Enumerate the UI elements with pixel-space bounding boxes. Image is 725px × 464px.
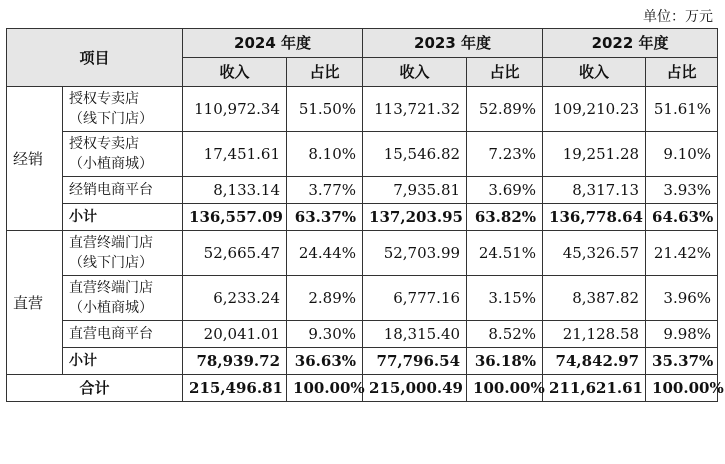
value-cell: 8,317.13 (543, 177, 646, 204)
table-row (7, 321, 718, 348)
value-cell: 21,128.58 (543, 321, 646, 348)
header-revenue: 收入 (543, 58, 646, 87)
value-cell: 17,451.61 (183, 132, 287, 177)
value-cell: 3.93% (646, 177, 718, 204)
subtotal-value: 74,842.97 (543, 348, 646, 375)
subtotal-value: 36.63% (287, 348, 363, 375)
value-cell: 110,972.34 (183, 87, 287, 132)
header-revenue: 收入 (183, 58, 287, 87)
subtotal-value: 35.37% (646, 348, 718, 375)
value-cell: 52.89% (467, 87, 543, 132)
value-cell: 109,210.23 (543, 87, 646, 132)
subtotal-label: 小计 (63, 348, 183, 375)
header-ratio: 占比 (287, 58, 363, 87)
group-label: 直营 (7, 231, 63, 375)
row-label: 直营终端门店 （小植商城） (63, 276, 183, 321)
value-cell: 6,777.16 (363, 276, 467, 321)
total-label: 合计 (7, 375, 183, 402)
value-cell: 7.23% (467, 132, 543, 177)
header-ratio: 占比 (467, 58, 543, 87)
value-cell: 6,233.24 (183, 276, 287, 321)
value-cell: 20,041.01 (183, 321, 287, 348)
subtotal-value: 77,796.54 (363, 348, 467, 375)
total-value: 215,000.49 (363, 375, 467, 402)
total-value: 211,621.61 (543, 375, 646, 402)
value-cell: 24.44% (287, 231, 363, 276)
table-row (7, 276, 718, 321)
value-cell: 45,326.57 (543, 231, 646, 276)
value-cell: 52,703.99 (363, 231, 467, 276)
row-label: 经销电商平台 (63, 177, 183, 204)
subtotal-value: 36.18% (467, 348, 543, 375)
subtotal-value: 137,203.95 (363, 204, 467, 231)
table-row (7, 231, 718, 276)
value-cell: 52,665.47 (183, 231, 287, 276)
value-cell: 15,546.82 (363, 132, 467, 177)
total-value: 100.00% (646, 375, 718, 402)
unit-note: 单位：万元 (643, 9, 713, 25)
total-value: 100.00% (467, 375, 543, 402)
row-label: 直营终端门店 （线下门店） (63, 231, 183, 276)
revenue-table (6, 28, 724, 402)
subtotal-label: 小计 (63, 204, 183, 231)
value-cell: 9.30% (287, 321, 363, 348)
subtotal-value: 136,778.64 (543, 204, 646, 231)
subtotal-row (7, 204, 718, 231)
table-row (7, 177, 718, 204)
value-cell: 24.51% (467, 231, 543, 276)
subtotal-value: 63.37% (287, 204, 363, 231)
value-cell: 8.10% (287, 132, 363, 177)
value-cell: 19,251.28 (543, 132, 646, 177)
row-label: 授权专卖店 （线下门店） (63, 87, 183, 132)
value-cell: 3.96% (646, 276, 718, 321)
total-row (7, 375, 718, 402)
total-value: 215,496.81 (183, 375, 287, 402)
group-label: 经销 (7, 87, 63, 231)
subtotal-value: 136,557.09 (183, 204, 287, 231)
value-cell: 8,387.82 (543, 276, 646, 321)
subtotal-value: 78,939.72 (183, 348, 287, 375)
subtotal-row (7, 348, 718, 375)
value-cell: 9.98% (646, 321, 718, 348)
value-cell: 9.10% (646, 132, 718, 177)
header-ratio: 占比 (646, 58, 718, 87)
header-revenue: 收入 (363, 58, 467, 87)
value-cell: 3.77% (287, 177, 363, 204)
value-cell: 21.42% (646, 231, 718, 276)
value-cell: 3.15% (467, 276, 543, 321)
value-cell: 2.89% (287, 276, 363, 321)
row-label: 授权专卖店 （小植商城） (63, 132, 183, 177)
value-cell: 113,721.32 (363, 87, 467, 132)
header-item: 项目 (7, 29, 183, 87)
subtotal-value: 64.63% (646, 204, 718, 231)
header-year-2023: 2023 年度 (363, 29, 543, 58)
value-cell: 18,315.40 (363, 321, 467, 348)
header-year-2024: 2024 年度 (183, 29, 363, 58)
value-cell: 8.52% (467, 321, 543, 348)
subtotal-value: 63.82% (467, 204, 543, 231)
value-cell: 51.61% (646, 87, 718, 132)
table-row (7, 87, 718, 132)
value-cell: 51.50% (287, 87, 363, 132)
header-year-2022: 2022 年度 (543, 29, 718, 58)
table-row (7, 132, 718, 177)
row-label: 直营电商平台 (63, 321, 183, 348)
value-cell: 8,133.14 (183, 177, 287, 204)
value-cell: 3.69% (467, 177, 543, 204)
total-value: 100.00% (287, 375, 363, 402)
value-cell: 7,935.81 (363, 177, 467, 204)
